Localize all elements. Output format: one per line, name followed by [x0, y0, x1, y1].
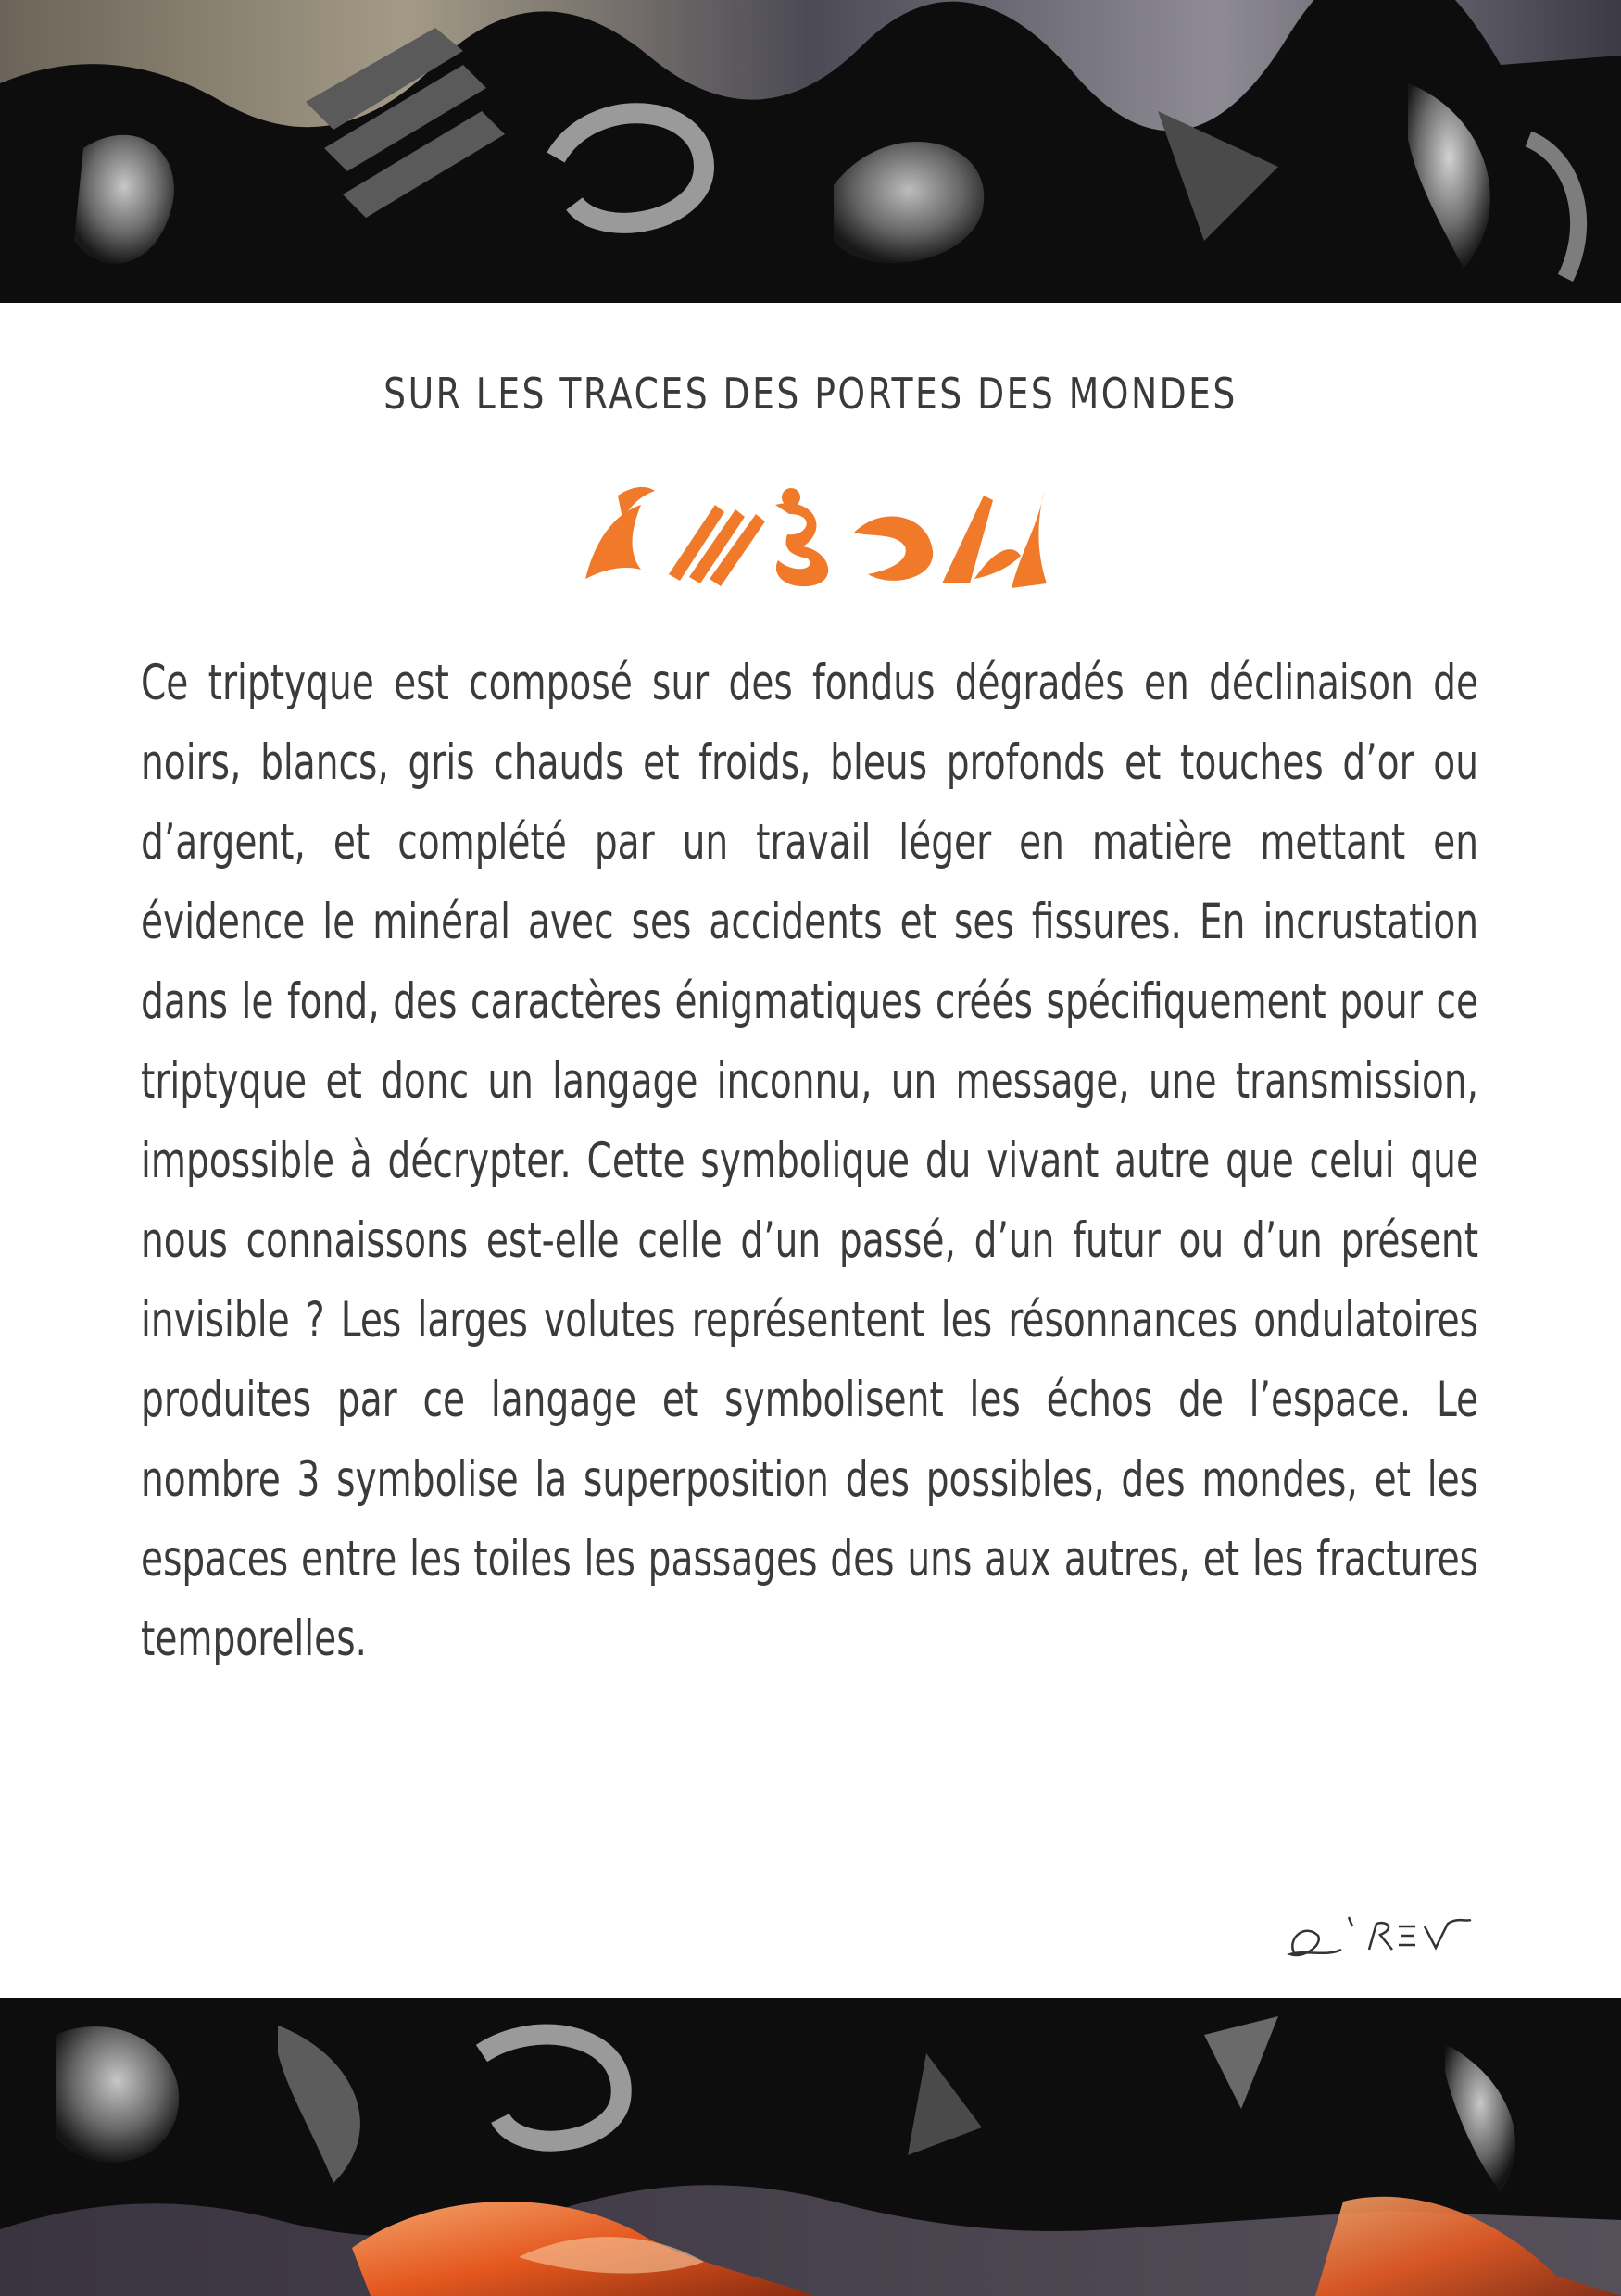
enigmatic-glyphs-logo	[576, 477, 1049, 597]
description-text: Ce triptyque est composé sur des fondus dégradés en déclinaison de noirs, blancs, gris chauds et froids, bleus profonds et touches d’or ou d’argent, et complété par un travail léger en matière mettant en évidence le minéral avec ses accidents et ses fissures. En incrustation dans le fond, des caractères énigmatiques créés spécifiquement pour ce triptyque et donc un langage inconnu, un message, une transmission, impossible à décrypter. Cette symbolique du vivant autre que celui que nous connaissons est-elle celle d’un passé, d’un futur ou d’un présent invisible ? Les larges volutes représentent les résonnances ondulatoires produites par ce langage et symbolisent les échos de l’espace. Le nombre 3 symbolise la superposition des possibles, des mondes, et les espaces entre les toiles les passages des uns aux autres, et les fractures temporelles.	[141, 655, 1479, 1667]
page-title: SUR LES TRACES DES PORTES DES MONDES	[383, 369, 1238, 419]
top-artwork	[0, 0, 1621, 303]
signature-image	[1276, 1903, 1480, 1968]
glyph-row-icon	[576, 477, 1049, 597]
artist-signature	[1276, 1903, 1480, 1968]
bottom-artwork	[0, 1998, 1621, 2296]
top-artwork-banner	[0, 0, 1621, 303]
bottom-artwork-banner	[0, 1998, 1621, 2296]
description-paragraph	[141, 644, 1478, 1679]
